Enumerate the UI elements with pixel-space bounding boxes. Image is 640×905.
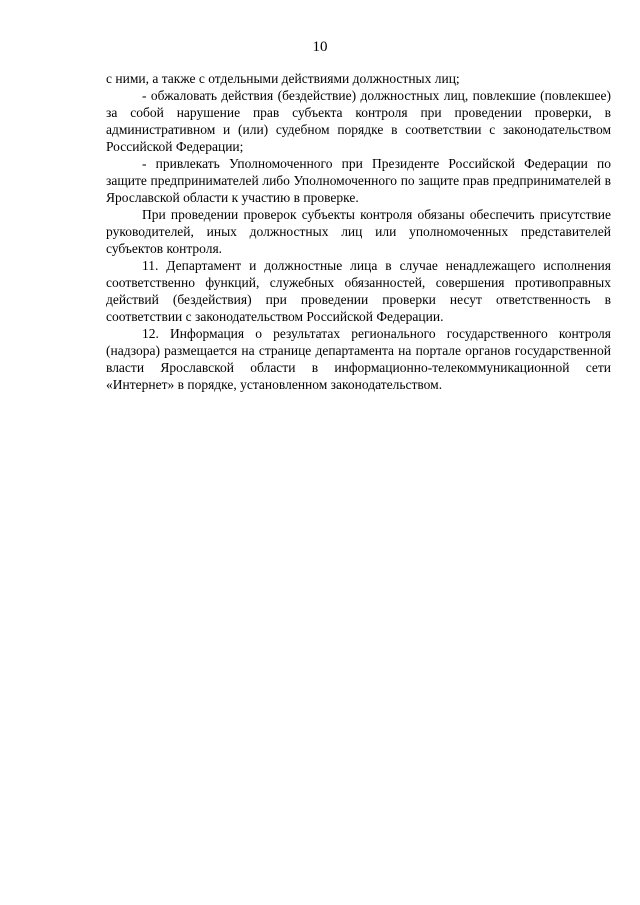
paragraph-continuation: с ними, а также с отдельными действиями должностных лиц;	[106, 71, 460, 86]
paragraph-ombudsman-right: - привлекать Уполномоченного при Президенте Российской Федерации по защите предпринимателей либо Уполномоченного по защите прав предпринимателей в Ярославской области к участию в проверке.	[106, 156, 611, 205]
paragraph-appeal-right: - обжаловать действия (бездействие) должностных лиц, повлекшие (повлекшее) за собой нарушение прав субъекта контроля при проведении проверки, в административном и (или) судебном порядке в соответствии с законодательством Российской Федерации;	[106, 88, 611, 154]
paragraph-presence-obligation: При проведении проверок субъекты контроля обязаны обеспечить присутствие руководителей, иных должностных лиц или уполномоченных представителей субъектов контроля.	[106, 207, 611, 256]
paragraph-12-information: 12. Информация о результатах регионального государственного контроля (надзора) размещается на странице департамента на портале органов государственной власти Ярославской области в информационно-телекоммуникационной сети «Интернет» в порядке, установленном законодательством.	[106, 326, 611, 392]
document-body	[106, 70, 611, 393]
page-number: 10	[312, 39, 328, 55]
paragraph-11-responsibility: 11. Департамент и должностные лица в случае ненадлежащего исполнения соответственно функций, служебных обязанностей, совершения противоправных действий (бездействия) при проведении проверки несут ответственность в соответствии с законодательством Российской Федерации.	[106, 258, 611, 324]
